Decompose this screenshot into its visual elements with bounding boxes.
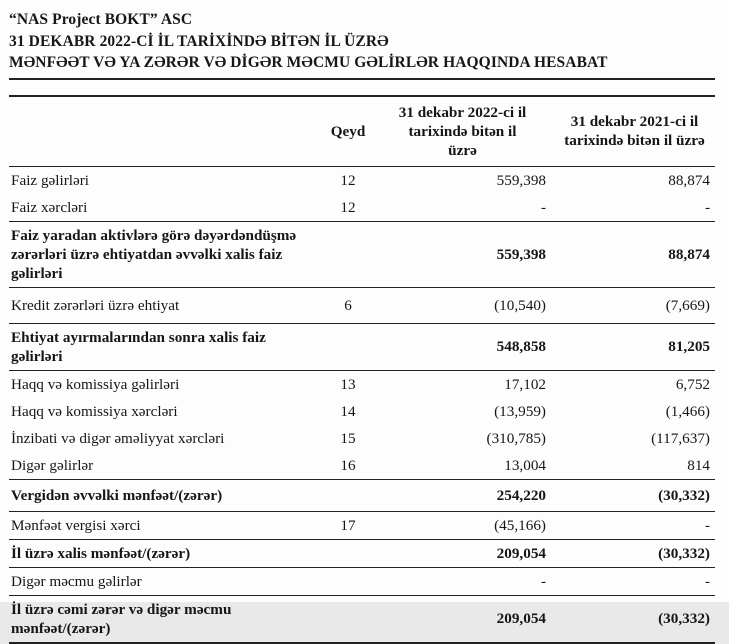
row-note: 6 xyxy=(344,296,352,314)
company-name: “NAS Project BOKT” ASC xyxy=(9,11,193,28)
row-label: Haqq və komissiya xərcləri xyxy=(11,402,178,420)
row-value-2022: (13,959) xyxy=(494,402,546,420)
row-value-2022: 209,054 xyxy=(496,610,546,627)
column-header-empty xyxy=(9,125,325,137)
row-value-2021: (1,466) xyxy=(665,402,710,420)
row-value-2022: 548,858 xyxy=(496,338,546,355)
row-label: İl üzrə xalis mənfəət/(zərər) xyxy=(11,544,191,562)
row-value-2021: 81,205 xyxy=(668,338,710,355)
row-value-2021: (117,637) xyxy=(651,429,710,447)
row-note xyxy=(325,549,371,557)
table-row-credit-loss-provision xyxy=(9,288,715,324)
row-note xyxy=(325,343,371,351)
row-value-2021: - xyxy=(704,572,710,590)
row-label: Vergidən əvvəlki mənfəət/(zərər) xyxy=(11,486,223,504)
table-row-other-comprehensive-income xyxy=(9,568,715,596)
row-label: Kredit zərərləri üzrə ehtiyat xyxy=(11,296,180,314)
row-value-2022: (10,540) xyxy=(494,296,546,314)
row-value-2022: (45,166) xyxy=(494,516,546,534)
table-header-row xyxy=(9,97,715,167)
table-row-total-comprehensive-income xyxy=(9,596,715,644)
row-note xyxy=(325,615,371,623)
row-value-2022: 17,102 xyxy=(504,375,546,393)
row-value-2021: 88,874 xyxy=(668,171,710,189)
table-row-interest-expense xyxy=(9,194,715,222)
table-row-interest-income xyxy=(9,167,715,194)
row-value-2022: - xyxy=(540,198,546,216)
row-value-2022: 559,398 xyxy=(496,245,546,263)
row-note: 15 xyxy=(340,429,356,447)
row-note: 12 xyxy=(340,198,356,216)
statement-period: 31 DEKABR 2022-Cİ İL TARİXİNDƏ BİTƏN İL ÜZRƏ xyxy=(9,32,389,50)
row-value-2021: 814 xyxy=(687,456,710,474)
row-label: Faiz xərcləri xyxy=(11,198,88,216)
table-row-other-income xyxy=(9,452,715,480)
row-value-2022: 559,398 xyxy=(496,171,546,189)
row-label: İnzibati və digər əməliyyat xərcləri xyxy=(11,429,225,447)
row-value-2021: (30,332) xyxy=(658,486,710,504)
row-label: Haqq və komissiya gəlirləri xyxy=(11,375,180,393)
table-row-admin-operating-expenses xyxy=(9,425,715,452)
row-note xyxy=(325,577,371,585)
row-value-2021: - xyxy=(704,516,710,534)
row-note: 13 xyxy=(340,375,356,393)
table-row-net-interest-after-provisions xyxy=(9,324,715,371)
column-header-2021: 31 dekabr 2021-ci il tarixində bitən il üzrə xyxy=(564,113,705,149)
row-label: İl üzrə cəmi zərər və digər məcmu mənfəət/(zərər) xyxy=(11,600,232,637)
row-label: Ehtiyat ayırmalarından sonra xalis faiz gəlirləri xyxy=(11,328,266,365)
row-value-2021: (30,332) xyxy=(658,544,710,562)
row-note: 14 xyxy=(340,402,356,420)
row-label: Mənfəət vergisi xərci xyxy=(11,516,141,534)
row-label: Digər gəlirlər xyxy=(11,456,94,474)
statement-title: MƏNFƏƏT VƏ YA ZƏRƏR VƏ DİGƏR MƏCMU GƏLİRLƏR HAQQINDA HESABAT xyxy=(9,52,715,80)
row-value-2021: (7,669) xyxy=(665,296,710,314)
row-note xyxy=(325,489,371,501)
column-header-note: Qeyd xyxy=(330,122,366,140)
row-value-2022: 254,220 xyxy=(496,486,546,504)
table-row-net-interest-before-impairment xyxy=(9,222,715,288)
row-value-2021: 88,874 xyxy=(668,245,710,263)
table-row-fee-commission-income xyxy=(9,371,715,398)
row-value-2021: 6,752 xyxy=(675,375,710,393)
row-note xyxy=(325,250,371,258)
row-value-2022: (310,785) xyxy=(486,429,546,447)
row-value-2022: 13,004 xyxy=(504,456,546,474)
document-header xyxy=(9,9,715,80)
row-note: 12 xyxy=(340,171,356,189)
row-value-2022: 209,054 xyxy=(496,544,546,562)
table-row-income-tax-expense xyxy=(9,512,715,540)
row-label: Faiz yaradan aktivlərə görə dəyərdəndüşmə zərərləri üzrə ehtiyatdan əvvəlki xalis faiz gəlirləri xyxy=(11,226,297,282)
row-value-2021: (30,332) xyxy=(658,610,710,627)
row-value-2022: - xyxy=(540,572,546,590)
table-row-fee-commission-expense xyxy=(9,398,715,425)
table-row-profit-before-tax xyxy=(9,480,715,512)
row-label: Faiz gəlirləri xyxy=(11,171,90,189)
row-note: 17 xyxy=(340,516,356,534)
row-note: 16 xyxy=(340,456,356,474)
row-label: Digər məcmu gəlirlər xyxy=(11,572,142,590)
table-row-net-profit-for-year xyxy=(9,540,715,568)
column-header-2022: 31 dekabr 2022-ci il tarixində bitən il üzrə xyxy=(398,103,527,159)
row-value-2021: - xyxy=(704,198,710,216)
income-statement-table xyxy=(9,95,715,644)
